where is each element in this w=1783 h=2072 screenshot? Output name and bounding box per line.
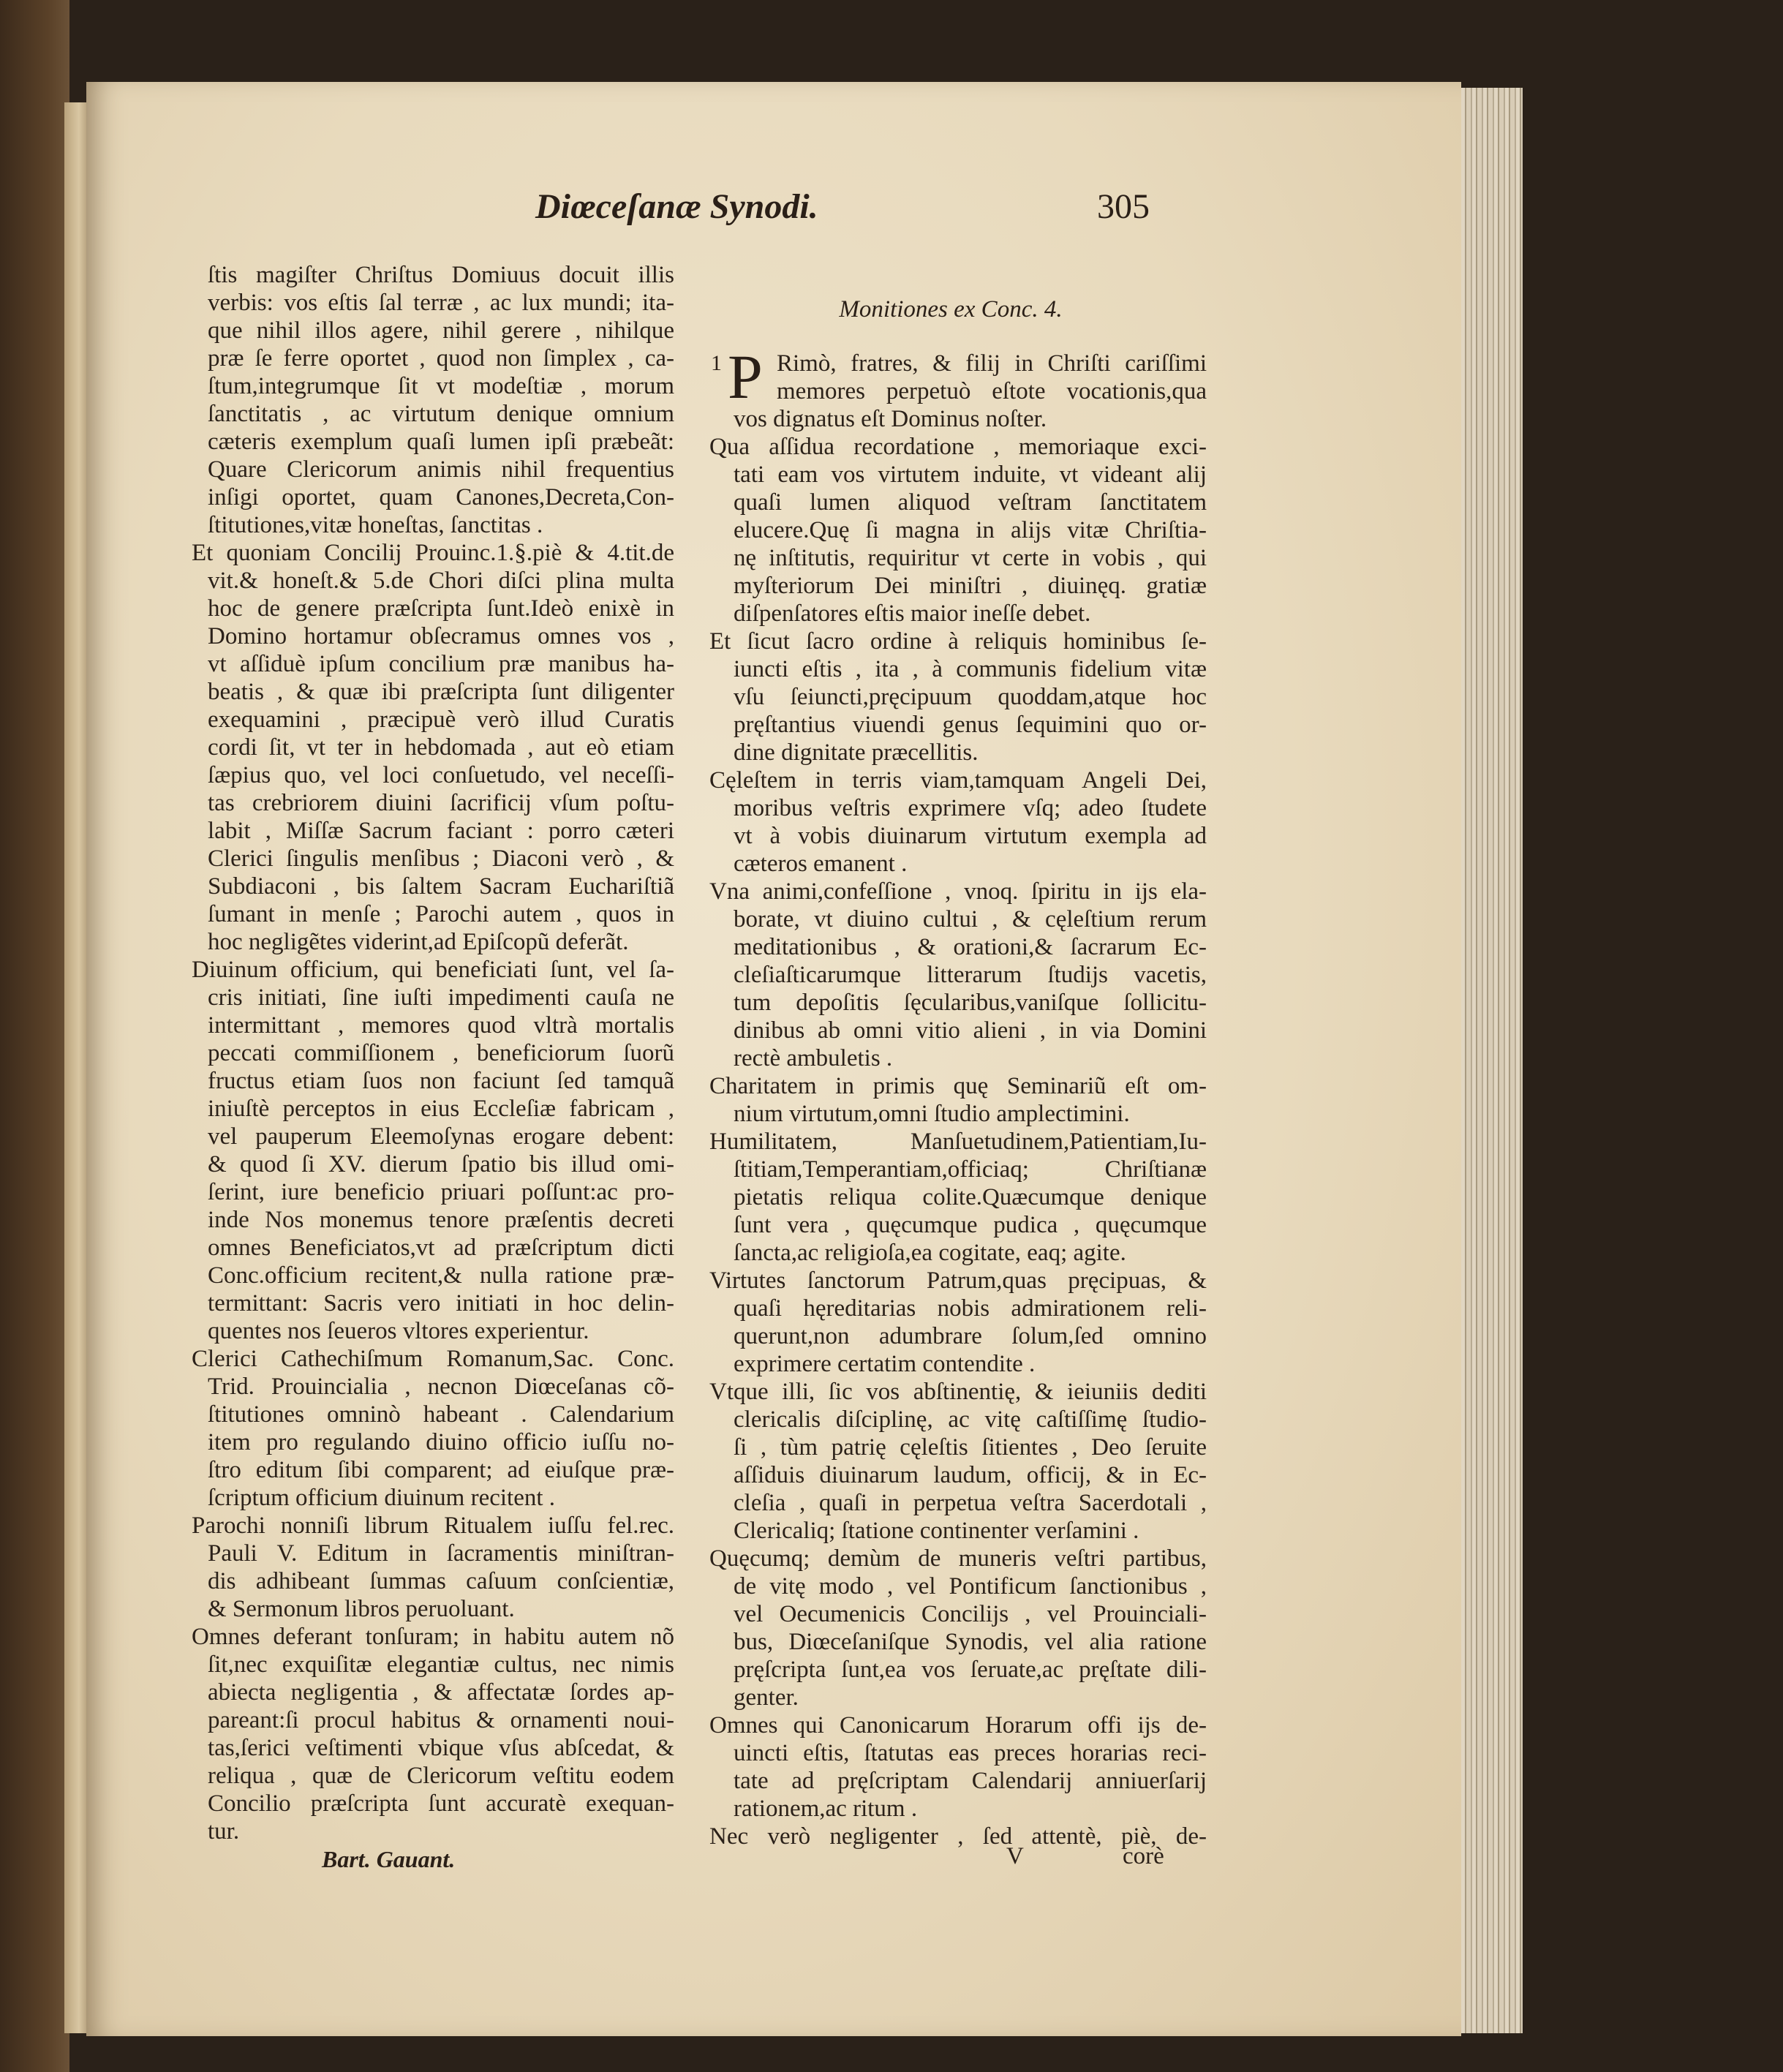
text-line: tate ad pręſcriptam Calendarij anniuerſarij (734, 1768, 1207, 1794)
text-line: Clericaliq; ſtatione continenter verſamini . (734, 1518, 1139, 1544)
text-line: vel pauperum Eleemoſynas erogare debent: (208, 1123, 674, 1150)
text-line: tum depoſitis ſęcularibus,vaniſque ſollicitu- (734, 990, 1207, 1016)
text-line: Diuinum officium, qui beneficiati ſunt, vel ſa- (192, 957, 674, 983)
text-line: abiecta negligentia , & affectatæ ſordes ap- (208, 1679, 674, 1706)
text-line: cæteros emanent . (734, 851, 908, 877)
text-line: Quęcumq; demùm de muneris veſtri partibus, (709, 1545, 1207, 1572)
text-line: termittant: Sacris vero initiati in hoc delin- (208, 1290, 674, 1316)
text-line: pręſcripta ſunt,ea vos ſeruate,ac pręſtate dili- (734, 1657, 1207, 1683)
text-line: vos dignatus eſt Dominus noſter. (734, 406, 1047, 432)
text-line: querunt,non adumbrare ſolum,ſed omnino (734, 1323, 1207, 1349)
text-line: hoc negligẽtes viderint,ad Epiſcopũ deferãt. (208, 929, 629, 955)
text-line: cleſiaſticarumque litterarum ſtudijs vacetis, (734, 962, 1207, 988)
text-line: Vna animi,confeſſione , vnoq. ſpiritu in ijs ela- (709, 878, 1207, 905)
text-line: intermittant , memores quod vltrà mortalis (208, 1012, 674, 1039)
text-line: Charitatem in primis quę Seminariũ eſt om- (709, 1073, 1207, 1099)
text-line: cæteris exemplum quaſi lumen ipſi præbeãt: (208, 429, 674, 455)
text-line: diſpenſatores eſtis maior ineſſe debet. (734, 600, 1091, 627)
text-line: iuncti eſtis , ita , à communis fidelium vitæ (734, 656, 1207, 682)
text-line: vit.& honeſt.& 5.de Chori diſci plina multa (208, 568, 674, 594)
text-line: Clerici Cathechiſmum Romanum,Sac. Conc. (192, 1346, 674, 1372)
text-line: ſtitutiones,vitæ honeſtas, ſanctitas . (208, 512, 543, 538)
text-line: ſerint, iure beneficio priuari poſſunt:ac pro- (208, 1179, 674, 1205)
text-line: inſigi oportet, quam Canones,Decreta,Con- (208, 484, 674, 511)
text-line: dis adhibeant ſummas caſuum conſcientiæ, (208, 1568, 674, 1594)
text-line: ſæpius quo, vel loci conſuetudo, vel neceſſi- (208, 762, 674, 788)
text-line: Domino hortamur obſecramus omnes vos , (208, 623, 674, 649)
text-line: vel Oecumenicis Concilijs , vel Prouinciali- (734, 1601, 1207, 1627)
text-line: cris initiati, ſine iuſti impedimenti cauſa ne (208, 984, 674, 1011)
text-line: item pro regulando diuino officio iuſſu no- (208, 1429, 674, 1455)
text-line: & Sermonum libros peruoluant. (208, 1596, 515, 1622)
text-line: Clerici ſingulis menſibus ; Diaconi verò , & (208, 845, 674, 872)
text-line: clericalis diſciplinę, ac vitę caſtiſſimę ſtudio- (734, 1406, 1207, 1433)
text-line: ſtitutiones omninò habeant . Calendarium (208, 1401, 674, 1428)
text-line: labit , Miſſæ Sacrum faciant : porro cæteri (208, 818, 674, 844)
text-line: que nihil illos agere, nihil gerere , nihilque (208, 317, 674, 344)
text-line: pareant:ſi procul habitus & ornamenti noui- (208, 1707, 674, 1733)
drop-cap: P (728, 342, 763, 412)
text-line: cleſia , quaſi in perpetua veſtra Sacerdotali , (734, 1490, 1207, 1516)
text-line: Et quoniam Concilij Prouinc.1.§.piè & 4.tit.de (192, 540, 674, 566)
text-line: peccati commiſſionem , beneficiorum ſuorũ (208, 1040, 674, 1066)
text-line: ſi , tùm patrię cęleſtis ſitientes , Deo ſeruite (734, 1434, 1207, 1461)
text-line: rectè ambuletis . (734, 1045, 893, 1071)
text-line: exprimere certatim contendite . (734, 1351, 1036, 1377)
text-line: ſanctitatis , ac virtutum denique omnium (208, 401, 674, 427)
text-line: Vtque illi, ſic vos abſtinentię, & ieiuniis dediti (709, 1379, 1207, 1405)
text-line: vt à vobis diuinarum virtutum exempla ad (734, 823, 1207, 849)
text-line: vt aſſiduè ipſum concilium præ manibus ha- (208, 651, 674, 677)
text-line: tas,ſerici veſtimenti vbique vſus abſcedat, & (208, 1735, 674, 1761)
text-line: exequamini , præcipuè verò illud Curatis (208, 707, 674, 733)
text-line: inde Nos monemus tenore præſentis decreti (208, 1207, 674, 1233)
text-line: ſtis magiſter Chriſtus Domiuus docuit illis (208, 262, 674, 288)
text-line: reliqua , quæ de Clericorum veſtitu eodem (208, 1763, 674, 1789)
text-line: ſumant in menſe ; Parochi autem , quos in (208, 901, 674, 927)
text-line: borate, vt diuino cultui , & cęleſtium rerum (734, 906, 1207, 933)
text-line: pietatis reliqua colite.Quæcumque denique (734, 1184, 1207, 1210)
text-line: uincti eſtis, ſtatutas eas preces horarias reci- (734, 1740, 1207, 1766)
text-line: Cęleſtem in terris viam,tamquam Angeli Dei, (709, 767, 1207, 794)
text-line: de vitę modo , vel Pontificum ſanctionibus , (734, 1573, 1207, 1600)
text-line: tas crebriorem diuini ſacrificij vſum poſtu- (208, 790, 674, 816)
signature-mark: V (1006, 1843, 1024, 1869)
text-line: ſtro editum ſibi comparent; ad eiuſque præ- (208, 1457, 674, 1483)
left-background (0, 0, 69, 2072)
text-line: Nec verò negligenter , ſed attentè, piè, de- (709, 1823, 1207, 1850)
text-line: memores perpetuò eſtote vocationis,qua (777, 378, 1207, 404)
text-line: myſteriorum Dei miniſtri , diuinęq. gratiæ (734, 573, 1207, 599)
text-line: verbis: vos eſtis ſal terræ , ac lux mundi; ita- (208, 290, 674, 316)
text-line: aſſiduis diuinarum laudum, officij, & in Ec- (734, 1462, 1207, 1488)
text-line: Virtutes ſanctorum Patrum,quas pręcipuas, & (709, 1267, 1207, 1294)
text-line: dine dignitate præcellitis. (734, 739, 979, 766)
text-line: hoc de genere præſcripta ſunt.Ideò enixè in (208, 595, 674, 622)
text-line: iniuſtè perceptos in eius Eccleſiæ fabricam , (208, 1096, 674, 1122)
text-line: quaſi hęreditarias nobis admirationem reli- (734, 1295, 1207, 1322)
text-line: pręſtantius viuendi genus ſequimini quo or- (734, 712, 1207, 738)
text-line: Omnes qui Canonicarum Horarum offi ijs de- (709, 1712, 1207, 1738)
text-line: ſit,nec exquiſitæ elegantiæ cultus, nec nimis (208, 1651, 674, 1678)
text-line: ſancta,ac religioſa,ea cogitate, eaq; agite. (734, 1240, 1126, 1266)
text-line: moribus veſtris exprimere vſq; adeo ſtudete (734, 795, 1207, 821)
text-line: Omnes deferant tonſuram; in habitu autem nõ (192, 1624, 674, 1650)
text-line: tur. (208, 1818, 240, 1845)
text-line: quentes nos ſeueros vltores experientur. (208, 1318, 589, 1344)
text-line: & quod ſi XV. dierum ſpatio bis illud omi- (208, 1151, 674, 1178)
printer-signature: Bart. Gauant. (322, 1846, 456, 1872)
text-line: vſu ſeiuncti,pręcipuum quoddam,atque hoc (734, 684, 1207, 710)
text-line: Et ſicut ſacro ordine à reliquis hominibus ſe- (709, 628, 1207, 655)
text-line: omnes Beneficiatos,vt ad præſcriptum dicti (208, 1235, 674, 1261)
text-line: elucere.Quę ſi magna in alijs vitæ Chriſtia- (734, 517, 1207, 543)
text-line: ſcriptum officium diuinum recitent . (208, 1485, 556, 1511)
text-line: dinibus ab omni vitio alieni , in via Domini (734, 1017, 1207, 1044)
text-line: præ ſe ferre oportet , quod non ſimplex , ca- (208, 345, 674, 372)
text-line: Humilitatem, Manſuetudinem,Patientiam,Iu- (709, 1129, 1207, 1155)
text-line: nę inſtitutis, requiritur vt certe in vobis , qui (734, 545, 1207, 571)
text-line: Quare Clericorum animis nihil frequentius (208, 456, 674, 483)
text-line: beatis , & quæ ibi præſcripta ſunt diligenter (208, 679, 674, 705)
text-line: nium virtutum,omni ſtudio amplectimini. (734, 1101, 1130, 1127)
section-heading: Monitiones ex Conc. 4. (839, 296, 1063, 323)
text-line: Rimò, fratres, & filij in Chriſti cariſſimi (777, 350, 1207, 377)
text-line: Concilio præſcripta ſunt accuratè exequan- (208, 1790, 674, 1817)
text-line: meditationibus , & orationi,& ſacrarum Ec- (734, 934, 1207, 960)
text-line: rationem,ac ritum . (734, 1796, 918, 1822)
text-line: quaſi lumen aliquod veſtram ſanctitatem (734, 489, 1207, 516)
text-line: Pauli V. Editum in ſacramentis miniſtran- (208, 1540, 674, 1567)
page-number: 305 (1097, 187, 1150, 226)
text-line: Qua aſſidua recordatione , memoriaque exci- (709, 434, 1207, 460)
running-title: Diœceſanæ Synodi. (535, 187, 818, 226)
text-line: fructus etiam ſuos non faciunt ſed tamquã (208, 1068, 674, 1094)
text-line: genter. (734, 1684, 799, 1711)
text-line: Subdiaconi , bis ſaltem Sacram Euchariſtiã (208, 873, 674, 900)
catchword: corè (1123, 1843, 1164, 1869)
paragraph-number: 1 (711, 351, 722, 375)
text-line: tati eam vos virtutem induite, vt videant alij (734, 462, 1207, 488)
text-line: Conc.officium recitent,& nulla ratione præ- (208, 1262, 674, 1289)
text-line: Parochi nonniſi librum Ritualem iuſſu fel.rec. (192, 1512, 674, 1539)
text-line: bus, Diœceſaniſque Synodis, vel alia ratione (734, 1629, 1207, 1655)
text-line: Trid. Prouincialia , necnon Diœceſanas cõ- (208, 1374, 674, 1400)
page-stack-edges (1455, 88, 1523, 2033)
text-line: ſtum,integrumque ſit vt modeſtiæ , morum (208, 373, 674, 399)
text-line: cordi ſit, vt ter in hebdomada , aut eò etiam (208, 734, 674, 761)
text-line: ſunt vera , quęcumque pudica , quęcumque (734, 1212, 1207, 1238)
text-line: ſtitiam,Temperantiam,officiaq; Chriſtianæ (734, 1156, 1207, 1183)
